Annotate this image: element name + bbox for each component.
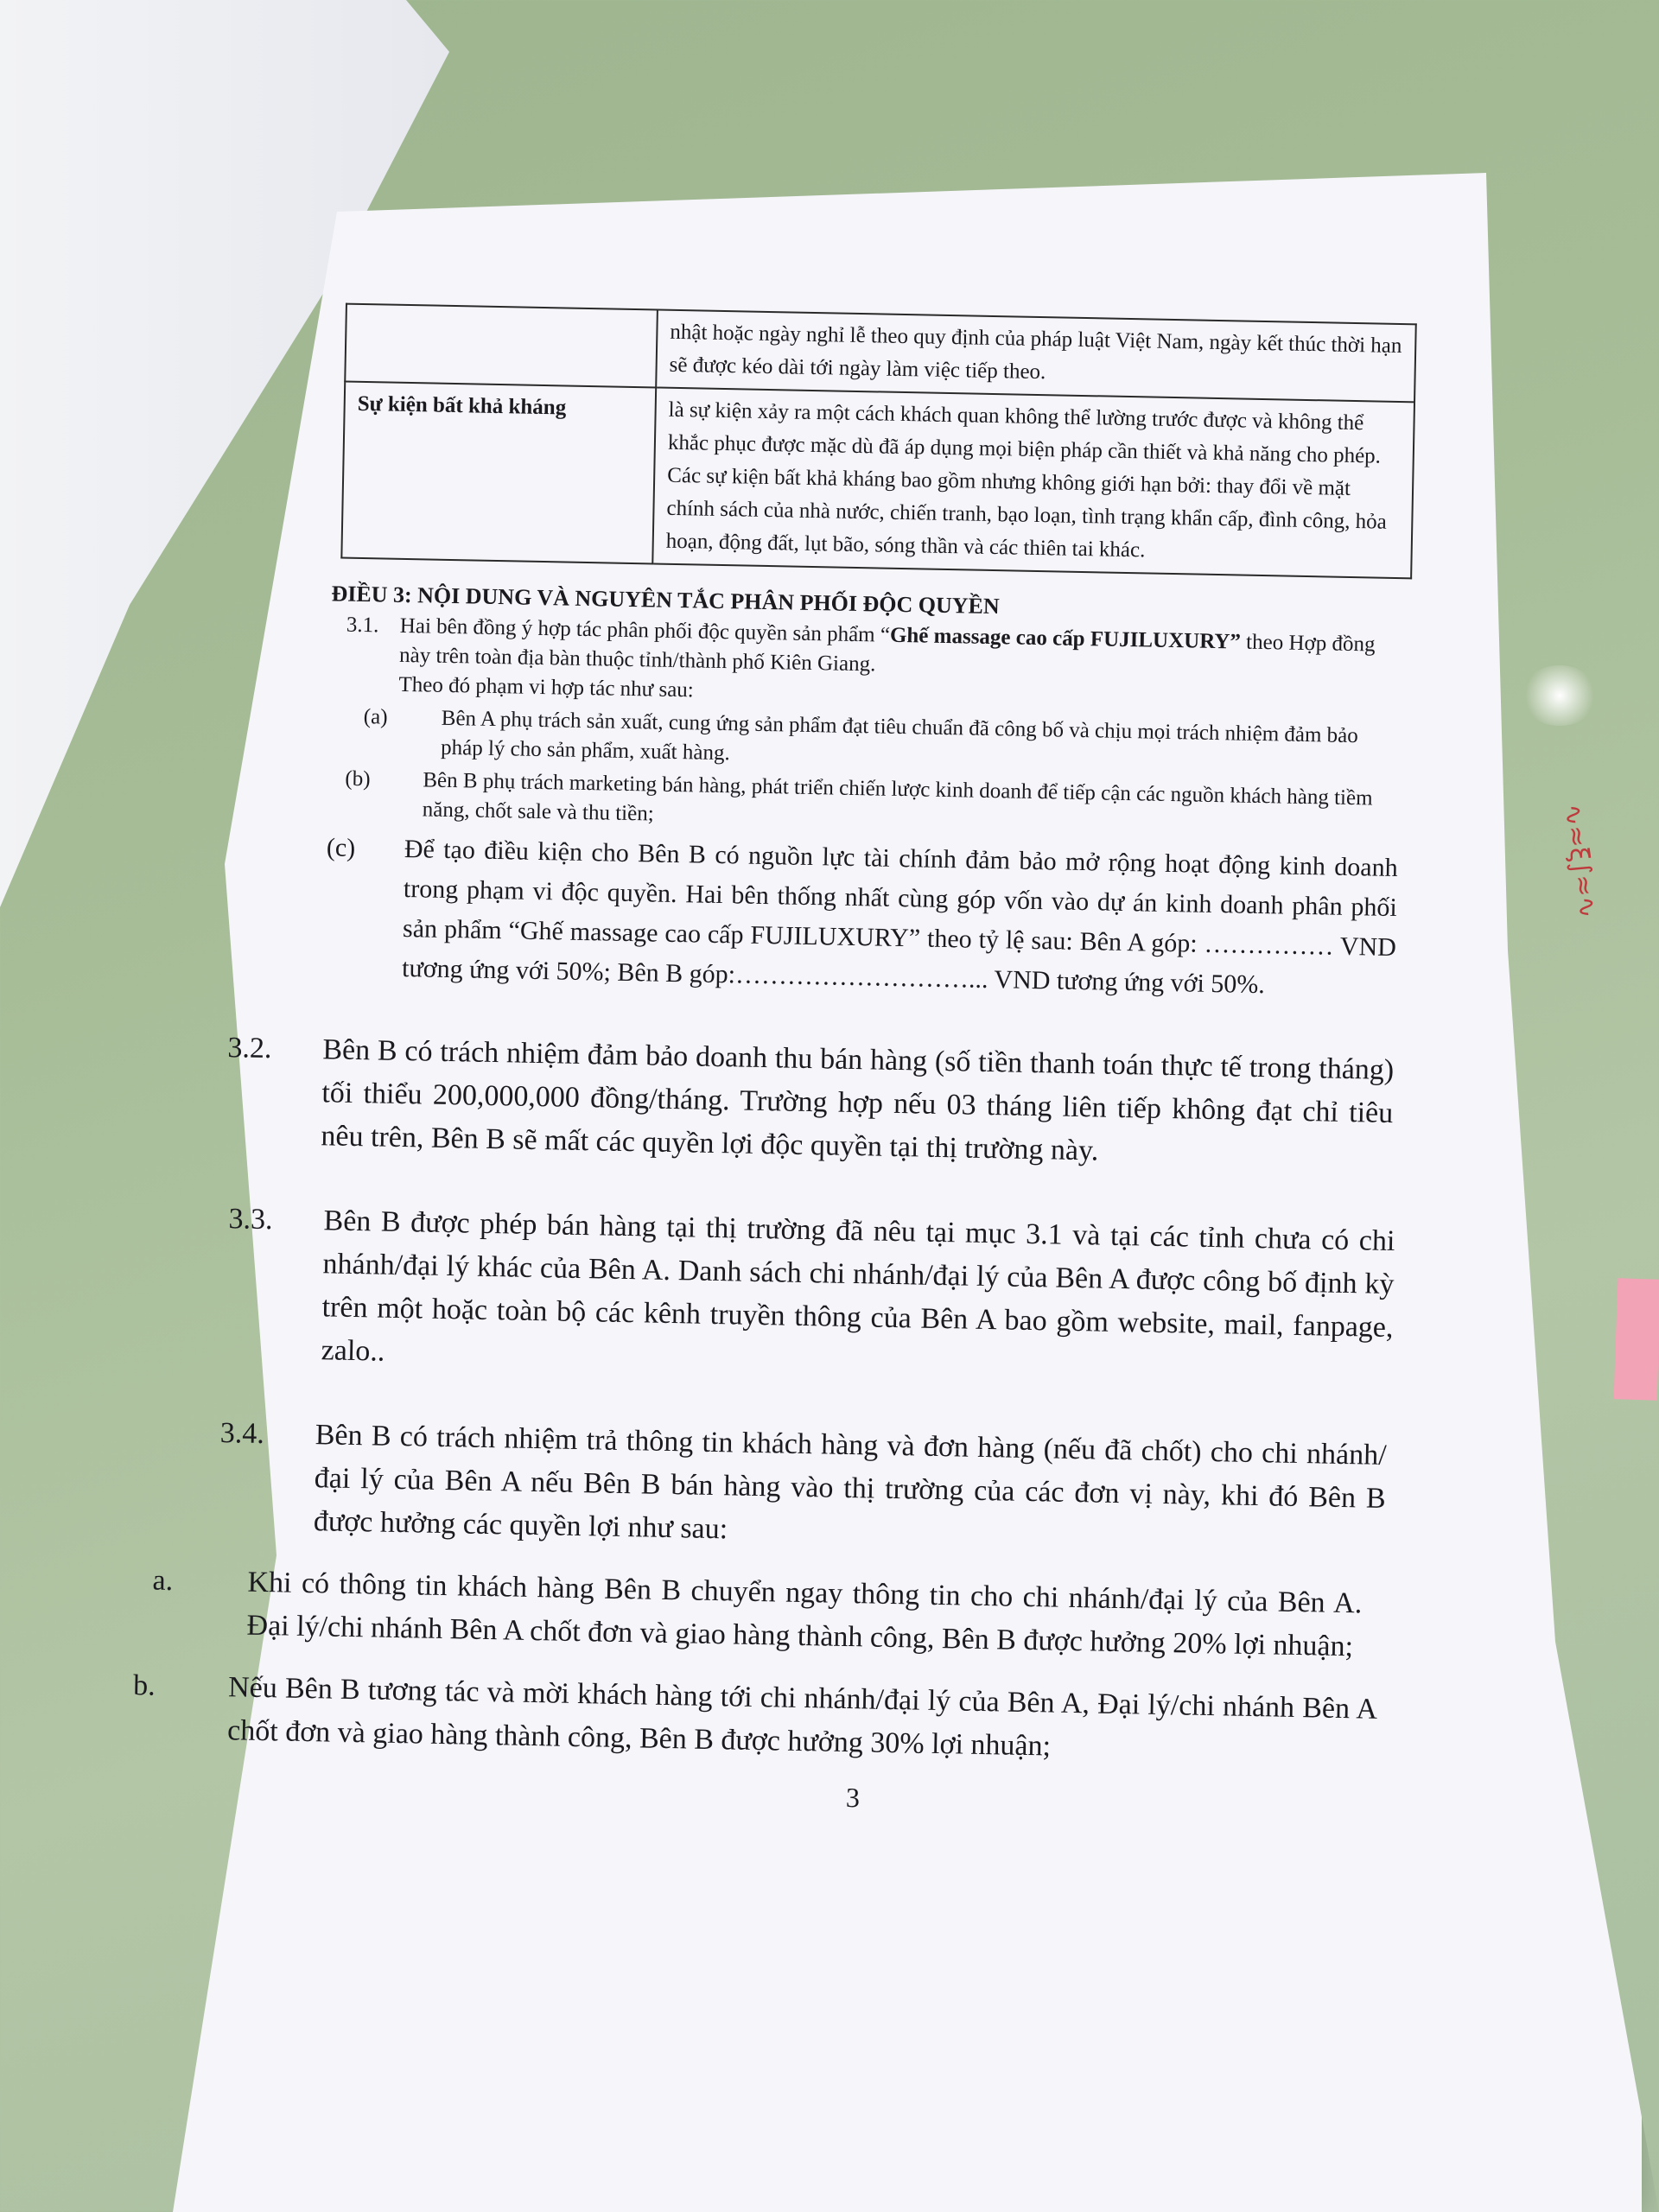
pink-sticky-note (1614, 1278, 1659, 1401)
clause-3-1 (346, 612, 1385, 719)
item-text: Bên B phụ trách marketing bán hàng, phát triển chiến lược kinh doanh để tiếp cận các nguồn khách hàng tiềm năng, chốt sale và thu tiền; (422, 768, 1373, 826)
red-handwriting-marks: ∿≈ξ∫≈∿ (1556, 802, 1603, 920)
item-label: b. (132, 1669, 156, 1702)
item-label: a. (152, 1564, 174, 1598)
scope-line: Theo đó phạm vi hợp tác như sau: (398, 672, 695, 702)
clause-3-2 (226, 1027, 1395, 1179)
product-name: Ghế massage cao cấp FUJILUXURY” (889, 623, 1242, 654)
clause-number: 3.3. (228, 1203, 273, 1236)
list-item (324, 828, 1398, 1007)
definition-cell: là sự kiện xảy ra một cách khách quan không thể lường trước được và không thể khắc phục được mặc dù đã áp dụng mọi biện pháp cần thiết và khả năng cho phép. Các sự kiện bất khả kháng bao gồm nhưng không giới hạn bởi: thay đổi về mặt chính sách của nhà nước, chiến tranh, bạo loạn, tình trạng khẩn cấp, đình công, hỏa hoạn, động đất, lụt bão, sóng thần và các thiên tai khác. (652, 387, 1414, 578)
item-text: Khi có thông tin khách hàng Bên B chuyển ngay thông tin cho chi nhánh/đại lý của Bên A. Đại lý/chi nhánh Bên A chốt đơn và giao hàng thành công, Bên B được hưởng 20% lợi nhuận; (246, 1566, 1363, 1663)
clause-number: 3.2. (227, 1032, 272, 1065)
clause-text-start: Hai bên đồng ý hợp tác phân phối độc quyền sản phẩm “ (399, 613, 891, 647)
desk-reflection (1521, 665, 1599, 726)
item-label: (c) (326, 833, 356, 862)
item-text: Để tạo điều kiện cho Bên B có nguồn lực tài chính đảm bảo mở rộng hoạt động kinh doanh trong phạm vi độc quyền. Hai bên thống nhất cùng góp vốn vào dự án kinh doanh phân phối sản phẩm “Ghế massage cao cấp FUJILUXURY” theo tỷ lệ sau: Bên A góp: …………… VND tương ứng với 50%; Bên B góp:………………………... VND tương ứng với 50%. (401, 834, 1398, 1000)
item-label: (b) (345, 766, 371, 791)
clause-text-end: theo Hợp đồng này trên toàn địa bàn thuộc tỉnh/thành phố Kiên Giang. (398, 630, 1376, 677)
item-label: (a) (363, 705, 388, 729)
clause-text: Bên B được phép bán hàng tại thị trường đã nêu tại mục 3.1 và tại các tỉnh chưa có chi nhánh/đại lý khác của Bên A. Danh sách chi nhánh/đại lý của Bên A được công bố định kỳ trên một hoặc toàn bộ các kênh truyền thông của Bên A bao gồm website, mail, fanpage, zalo.. (321, 1205, 1395, 1368)
item-text: Nếu Bên B tương tác và mời khách hàng tới chi nhánh/đại lý của Bên A, Đại lý/chi nhánh Bên A chốt đơn và giao hàng thành công, Bên B được hưởng 30% lợi nhuận; (226, 1671, 1378, 1763)
term-cell: Sự kiện bất khả kháng (341, 382, 656, 564)
clause-text: Bên B có trách nhiệm đảm bảo doanh thu bán hàng (số tiền thanh toán thực tế trong tháng) tối thiểu 200,000,000 đồng/tháng. Trường hợp nếu 03 tháng liên tiếp không đạt chỉ tiêu nêu trên, Bên B sẽ mất các quyền lợi độc quyền tại thị trường này. (321, 1033, 1395, 1167)
term-cell (345, 304, 658, 388)
benefit-item (132, 1664, 1378, 1775)
definition-cell: nhật hoặc ngày nghỉ lễ theo quy định của pháp luật Việt Nam, ngày kết thúc thời hạn sẽ được kéo dài tới ngày làm việc tiếp theo. (656, 310, 1416, 403)
document-content (132, 302, 1443, 1825)
benefit-item (151, 1560, 1363, 1669)
article-heading: ĐIỀU 3: NỘI DUNG VÀ NGUYÊN TẮC PHÂN PHỐI ĐỘC QUYỀN (331, 581, 1000, 620)
clause-3-3 (226, 1198, 1395, 1393)
item-text: Bên A phụ trách sản xuất, cung ứng sản phẩm đạt tiêu chuẩn đã công bố và chịu mọi trách nhiệm đảm bảo pháp lý cho sản phẩm, xuất hàng. (440, 706, 1359, 766)
clause-number: 3.4. (219, 1417, 265, 1451)
page-number: 3 (845, 1782, 861, 1814)
clause-number: 3.1. (346, 613, 379, 638)
clause-text: Bên B có trách nhiệm trả thông tin khách hàng và đơn hàng (nếu đã chốt) cho chi nhánh/đại lý của Bên A nếu Bên B bán hàng vào thị trường của các đơn vị này, khi đó Bên B được hưởng các quyền lợi như sau: (313, 1419, 1387, 1546)
clause-3-4 (218, 1412, 1387, 1564)
table-row (341, 382, 1414, 579)
definitions-table (340, 303, 1416, 580)
